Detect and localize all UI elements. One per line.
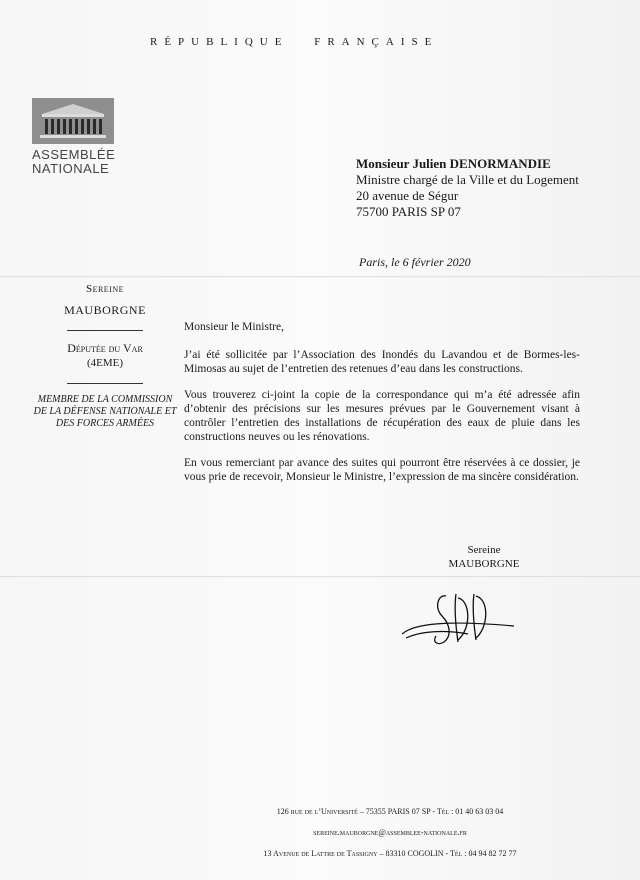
paragraph-1: J’ai été sollicitée par l’Association des Inondés du Lavandou et de Bormes-les-Mimosas au sujet de l’entretien des retenues d’eau dans les constructions. bbox=[184, 349, 580, 375]
footer-cogolin-address: 13 Avenue de Lattre de Tassigny – 83310 COGOLIN - Tél : 04 94 82 72 77 bbox=[263, 849, 517, 858]
salutation: Monsieur le Ministre, bbox=[184, 321, 284, 333]
header-francaise: FRANÇAISE bbox=[314, 36, 439, 48]
sender-last-name: MAUBORGNE bbox=[64, 303, 146, 317]
divider bbox=[67, 330, 143, 331]
header-republique: RÉPUBLIQUE bbox=[150, 36, 289, 48]
republique-francaise-header bbox=[150, 36, 590, 48]
signoff-first-name: Sereine bbox=[467, 544, 501, 556]
letter-footer bbox=[200, 806, 580, 869]
signoff-last-name: MAUBORGNE bbox=[448, 558, 520, 570]
letter-date: Paris, le 6 février 2020 bbox=[359, 255, 471, 269]
sender-district: (4EME) bbox=[86, 357, 124, 369]
sender-role: Députée du Var bbox=[67, 341, 143, 355]
hemicycle-icon bbox=[32, 98, 114, 144]
footer-email: sereine.mauborgne@assemblee-nationale.fr bbox=[313, 828, 467, 837]
logo-line-2: NATIONALE bbox=[32, 161, 110, 176]
paragraph-3: En vous remerciant par avance des suites qui pourront être réservées à ce dossier, je vous prie de recevoir, Monsieur le Ministre, l’expression de ma sincère considération. bbox=[184, 457, 580, 483]
signoff-block bbox=[444, 543, 524, 571]
assemblee-nationale-logo bbox=[32, 98, 122, 176]
sender-sidebar bbox=[30, 282, 180, 430]
recipient-title: Ministre chargé de la Ville et du Logement bbox=[356, 172, 579, 187]
logo-wordmark bbox=[32, 148, 122, 176]
recipient-address-1: 20 avenue de Ségur bbox=[356, 188, 459, 203]
divider bbox=[67, 383, 143, 384]
fold-line bbox=[0, 276, 640, 278]
fold-line bbox=[0, 576, 640, 578]
sender-first-name: Sereine bbox=[85, 283, 125, 295]
recipient-address-2: 75700 PARIS SP 07 bbox=[356, 204, 461, 219]
footer-paris-address: 126 rue de l’Université – 75355 PARIS 07 SP - Tél : 01 40 63 03 04 bbox=[276, 807, 504, 816]
recipient-block bbox=[356, 156, 579, 220]
logo-line-1: ASSEMBLÉE bbox=[32, 147, 116, 162]
handwritten-signature bbox=[398, 588, 518, 655]
recipient-name: Monsieur Julien DENORMANDIE bbox=[356, 156, 551, 171]
letter-body bbox=[184, 320, 580, 496]
paragraph-2: Vous trouverez ci-joint la copie de la correspondance qui m’a été adressée afin d’obtenir des précisions sur les mesures prévues par le Gouvernement visant à contrôler l’entretien des installations de récupération des eaux de pluie dans les constructions neuves ou les rénovations. bbox=[184, 389, 580, 443]
sender-commission: MEMBRE DE LA COMMISSION DE LA DÉFENSE NATIONALE ET DES FORCES ARMÉES bbox=[33, 394, 177, 429]
